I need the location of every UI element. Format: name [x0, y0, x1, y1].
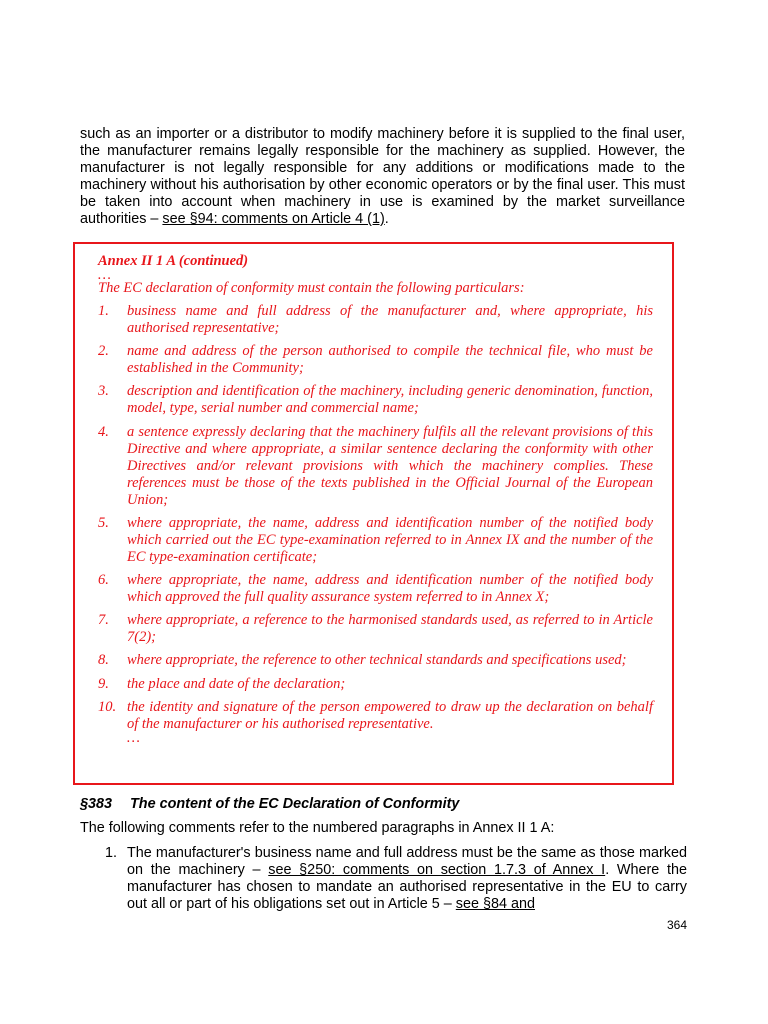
annex-item-text: where appropriate, a reference to the harmonised standards used, as referred to in Article 7(2);	[127, 612, 653, 646]
annex-title: Annex II 1 A (continued)	[98, 253, 249, 269]
annex-item-text: description and identification of the machinery, including generic denomination, function, model, type, serial number and commercial name;	[127, 383, 653, 417]
annex-item-3	[98, 383, 653, 417]
annex-item-number: 8.	[98, 652, 109, 669]
annex-item-7	[98, 612, 653, 646]
page-number: 364	[666, 918, 687, 932]
annex-item-text: where appropriate, the reference to other technical standards and specifications used;	[127, 652, 627, 669]
section-1-7-3-reference-link[interactable]: see §250: comments on section 1.7.3 of Annex I	[268, 862, 606, 878]
annex-item-2	[98, 343, 653, 377]
annex-end-ellipsis: …	[127, 729, 141, 746]
annex-item-text: name and address of the person authorised to compile the technical file, who must be established in the Community;	[127, 343, 653, 377]
comment-text-b: . Where the manufacturer has chosen to mandate an authorised representative in the EU to carry out all or part of his obligations set out in Article 5 –	[127, 862, 688, 912]
comment-text-a: The manufacturer's business name and full address must be the same as those marked on the machinery –	[127, 845, 687, 878]
article-4-reference-link[interactable]: see §94: comments on Article 4 (1)	[162, 211, 385, 227]
annex-item-number: 3.	[98, 383, 109, 400]
intro-text: such as an importer or a distributor to modify machinery before it is supplied to the final user, the manufacturer remains legally responsible for the machinery as supplied. However, the manufacturer is not legally responsible for any additions or modifications made to the machinery without his authorisation by other economic operators or by the final user. This must be taken into account when machinery in use is examined by the market surveillance authorities –	[80, 126, 685, 227]
section-title: The content of the EC Declaration of Conformity	[130, 796, 460, 812]
annex-item-4	[98, 424, 653, 509]
annex-item-6	[98, 572, 653, 606]
annex-item-text: business name and full address of the manufacturer and, where appropriate, his authorised representative;	[127, 303, 653, 336]
annex-quote-content	[98, 253, 653, 746]
annex-item-text: where appropriate, the name, address and identification number of the notified body which approved the full quality assurance system referred to in Annex X;	[127, 571, 653, 605]
section-84-reference-link[interactable]: see §84 and	[455, 896, 536, 912]
annex-items-list	[98, 303, 653, 733]
section-heading	[80, 796, 680, 812]
annex-item-9	[98, 676, 653, 693]
comment-item-1	[80, 845, 687, 913]
comments-intro: The following comments refer to the numbered paragraphs in Annex II 1 A:	[80, 820, 555, 836]
annex-item-number: 4.	[98, 423, 109, 440]
annex-item-text: the place and date of the declaration;	[127, 675, 346, 692]
annex-item-number: 1.	[98, 303, 109, 319]
annex-item-number: 5.	[98, 514, 109, 531]
annex-item-10	[98, 699, 653, 733]
intro-paragraph	[80, 126, 685, 228]
annex-lead: The EC declaration of conformity must contain the following particulars:	[98, 280, 525, 296]
comments-list	[80, 845, 687, 913]
annex-item-text: where appropriate, the name, address and identification number of the notified body which carried out the EC type-examination referred to in Annex IX and the number of the EC type-examination certificate;	[127, 514, 653, 565]
annex-item-text: the identity and signature of the person empowered to draw up the declaration on behalf of the manufacturer or his authorised representative.	[127, 698, 653, 732]
annex-item-number: 9.	[98, 675, 109, 692]
annex-item-1	[98, 303, 653, 337]
section-number: §383	[80, 796, 113, 812]
annex-item-number: 2.	[98, 343, 109, 360]
annex-item-text: a sentence expressly declaring that the machinery fulfils all the relevant provisions of this Directive and where appropriate, a similar sentence declaring the conformity with other Directives and/or relevant provisions with which the machinery complies. These references must be those of the texts published in the Official Journal of the European Union;	[127, 423, 653, 508]
annex-item-number: 7.	[98, 612, 109, 629]
annex-item-5	[98, 515, 653, 566]
annex-item-number: 10.	[98, 698, 117, 715]
annex-item-8	[98, 652, 653, 669]
annex-item-number: 6.	[98, 571, 109, 588]
comment-item-number: 1.	[105, 845, 118, 861]
intro-end: .	[384, 211, 389, 227]
annex-ellipsis: …	[98, 267, 112, 283]
